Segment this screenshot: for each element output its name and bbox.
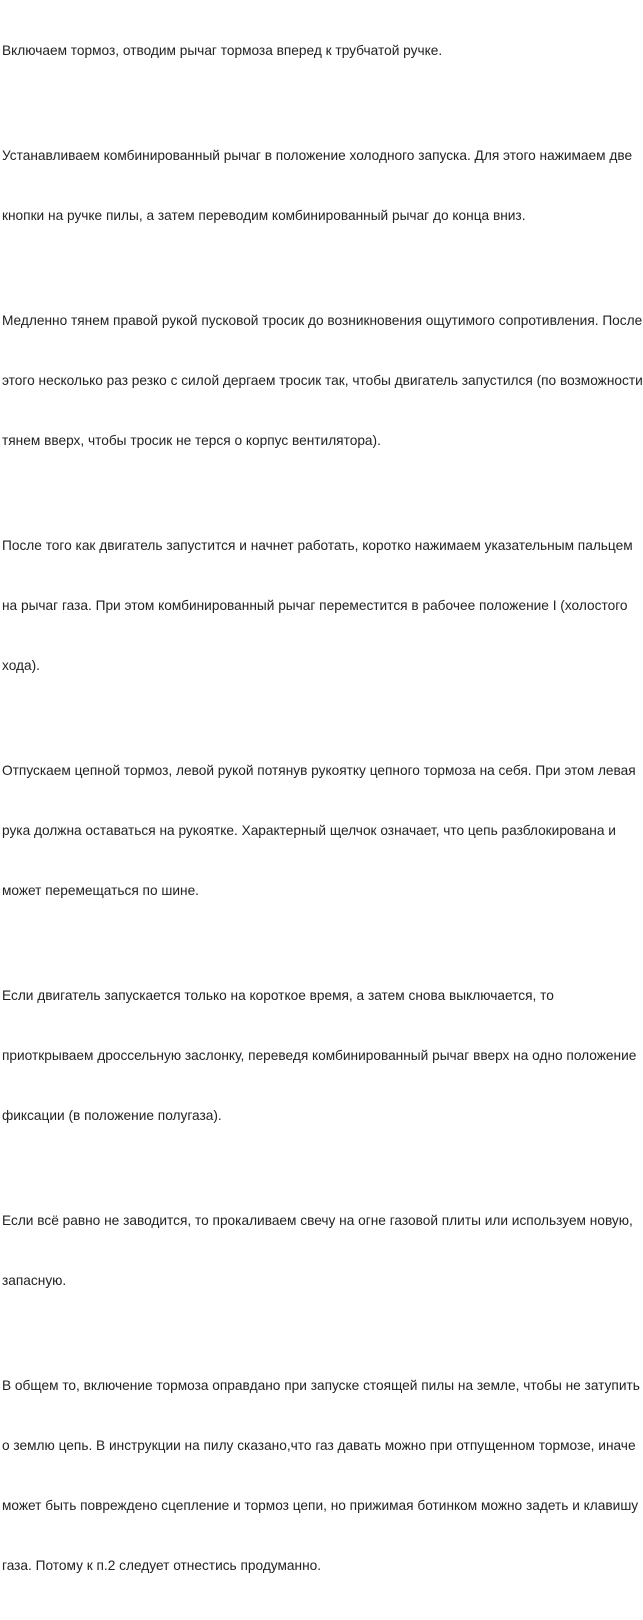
text-line: газа. Потому к п.2 следует отнестись продуманно. — [2, 1558, 322, 1573]
text-line: Медленно тянем правой рукой пусковой тросик до возникновения ощутимого сопротивления. После — [2, 313, 643, 328]
paragraph-spark-plug — [2, 1170, 633, 1335]
text-line: кнопки на ручке пилы, а затем переводим комбинированный рычаг до конца вниз. — [2, 208, 526, 223]
text-line: запасную. — [2, 1273, 67, 1288]
text-line: После того как двигатель запустится и начнет работать, коротко нажимаем указательным пальцем — [2, 538, 633, 553]
text-line: тянем вверх, чтобы тросик не терся о корпус вентилятора). — [2, 433, 381, 448]
paragraph-pull-cord — [2, 270, 643, 495]
paragraph-cold-start — [2, 105, 633, 270]
text-line: Если двигатель запускается только на короткое время, а затем снова выключается, то — [2, 988, 554, 1003]
paragraph-brake-on — [2, 0, 623, 105]
text-line: на рычаг газа. При этом комбинированный рычаг переместится в рабочее положение I (холостого — [2, 598, 628, 613]
paragraph-engine-stalls — [2, 945, 637, 1170]
text-line: может перемещаться по шине. — [2, 883, 199, 898]
text-line: рука должна оставаться на рукоятке. Характерный щелчок означает, что цепь разблокирована и — [2, 823, 616, 838]
text-line: Включаем тормоз, отводим рычаг тормоза вперед к трубчатой ручке. — [2, 43, 443, 58]
paragraph-throttle — [2, 495, 633, 720]
text-line: фиксации (в положение полугаза). — [2, 1108, 222, 1123]
text-line: приоткрываем дроссельную заслонку, переведя комбинированный рычаг вверх на одно положение — [2, 1048, 637, 1063]
text-line: Устанавливаем комбинированный рычаг в положение холодного запуска. Для этого нажимаем две — [2, 148, 633, 163]
text-line: В общем то, включение тормоза оправдано при запуске стоящей пилы на земле, чтобы не затупить — [2, 1378, 640, 1393]
text-line: Отпускаем цепной тормоз, левой рукой потянув рукоятку цепного тормоза на себя. При этом левая — [2, 763, 636, 778]
text-line: хода). — [2, 658, 40, 673]
text-line: этого несколько раз резко с силой дергаем тросик так, чтобы двигатель запустился (по возможности — [2, 373, 643, 388]
text-line: о землю цепь. В инструкции на пилу сказано,что газ давать можно при отпущенном тормозе, иначе — [2, 1438, 636, 1453]
text-line: может быть повреждено сцепление и тормоз цепи, но прижимая ботинком можно задеть и клавишу — [2, 1498, 639, 1513]
paragraph-release-brake — [2, 720, 636, 945]
text-line: Если всё равно не заводится, то прокаливаем свечу на огне газовой плиты или используем новую, — [2, 1213, 633, 1228]
paragraph-conclusion — [2, 1335, 640, 1620]
